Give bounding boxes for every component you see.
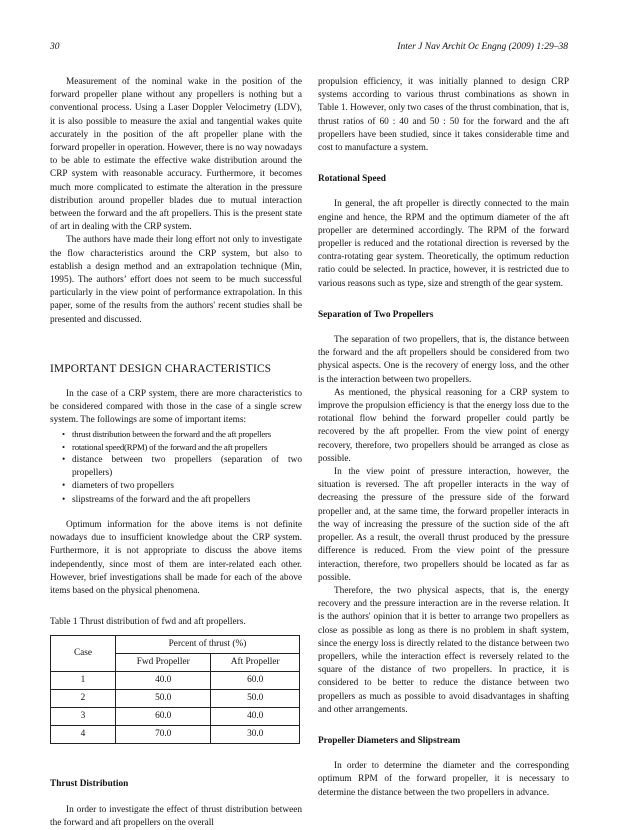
table-header-fwd: Fwd Propeller: [116, 654, 211, 672]
table-cell-fwd: 60.0: [116, 708, 211, 726]
table-cell-fwd: 70.0: [116, 726, 211, 744]
subheading-separation: Separation of Two Propellers: [318, 309, 434, 320]
rotational-paragraph: In general, the aft propeller is directly connected to the main engine and hence, the RPM and the optimum diameter of the aft propeller are determined accordingly. The RPM of the forward propeller is reduced and the rotational direction is reversed by the contra-rotating gear system. Theoretically, the optimum reduction ratio could be selected. In practice, however, it is restricted due to various reasons such as type, size and strength of the gear system.: [318, 199, 569, 289]
thrust-paragraph: In order to investigate the effect of thrust distribution between the forward and aft propellers on the overall: [50, 804, 302, 828]
table-cell-aft: 60.0: [211, 672, 300, 690]
subheading-rotational-speed: Rotational Speed: [318, 174, 386, 185]
table-row: [51, 726, 300, 744]
separation-paragraph-2: As mentioned, the physical reasoning for a CRP system to improve the propulsion efficiency is that the energy loss due to the rotational flow behind the forward propeller could partly be recovered by the aft propeller. From the view point of energy recovery, therefore, two propellers should be arranged as close as possible.: [318, 387, 569, 464]
table-cell-aft: 40.0: [211, 708, 300, 726]
table-cell-case: 1: [51, 672, 116, 690]
table-caption: Table 1 Thrust distribution of fwd and aft propellers.: [50, 617, 246, 628]
design-items-list: [50, 428, 302, 507]
table-cell-fwd: 40.0: [116, 672, 211, 690]
intro-paragraph-1: Measurement of the nominal wake in the position of the forward propeller plane without any propellers is nothing but a conventional process. Using a Laser Doppler Velocimetry (LDV), it is also possible to measure the axial and tangential wakes quite accurately in the position of the aft propeller plane with the forward propeller in operation. However, there is no way nowadays to be able to estimate the effective wake distribution around the CRP system with reasonable accuracy. Furthermore, it becomes much more complicated to estimate the alteration in the pressure distribution around propeller blades due to mutual interaction between the forward and the aft propellers. This is the present state of art in dealing with the CRP system.: [50, 77, 302, 233]
table-header-case: Case: [51, 636, 116, 672]
table-cell-aft: 30.0: [211, 726, 300, 744]
right-column: [318, 76, 569, 800]
table-header-row: [51, 636, 300, 654]
list-item: • slipstreams of the forward and the aft propellers: [62, 494, 302, 507]
table-cell-case: 2: [51, 690, 116, 708]
section-heading-design: IMPORTANT DESIGN CHARACTERISTICS: [50, 362, 272, 375]
subheading-diameters: Propeller Diameters and Slipstream: [318, 735, 461, 746]
table-cell-aft: 50.0: [211, 690, 300, 708]
left-column: [50, 76, 302, 830]
table-header-group: Percent of thrust (%): [116, 636, 300, 654]
separation-paragraph-1: The separation of two propellers, that is, the distance between the forward and the aft propellers should be considered from two physical aspects. One is the recovery of energy loss, and the other is the interaction between two propellers.: [318, 335, 569, 385]
table-cell-case: 4: [51, 726, 116, 744]
table-row: [51, 672, 300, 690]
table-row: [51, 708, 300, 726]
subheading-thrust-distribution: Thrust Distribution: [50, 779, 129, 790]
list-item: • distance between two propellers (separation of two propellers): [62, 454, 302, 480]
separation-paragraph-4: Therefore, the two physical aspects, that is, the energy recovery and the pressure interaction are in the reverse relation. It is the authors' opinion that it is better to arrange two propellers as close as possible as long as there is no problem in shaft system, since the energy loss is directly related to the distance between two propellers, while the interaction effect is reversely related to the square of the distance of two propellers. In practice, it is considered to be better to reduce the distance between two propellers as much as possible to avoid disadvantages in shafting and other arrangements.: [318, 585, 569, 715]
list-item: • diameters of two propellers: [62, 480, 302, 493]
separation-paragraph-3: In the view point of pressure interaction, however, the situation is reversed. The aft propeller interacts in the way of decreasing the pressure of the pressure side of the forward propeller and, at the same time, the forward propeller interacts in the way of increasing the pressure of the suction side of the aft propeller. As a result, the overall thrust produced by the pressure difference is reduced. From the view point of the pressure interaction, therefore, two propellers should be located as far as possible.: [318, 467, 569, 583]
list-item: • thrust distribution between the forward and the aft propellers: [62, 428, 302, 441]
page-number: 30: [50, 42, 60, 52]
table-row: [51, 690, 300, 708]
design-paragraph-2: Optimum information for the above items is not definite nowadays due to insufficient knowledge about the CRP system. Furthermore, it is not appropriate to discuss the above items independently, since most of them are inter-related each other. However, brief investigations shall be made for each of the above items based on the physical phenomena.: [50, 519, 302, 596]
table-header-aft: Aft Propeller: [211, 654, 300, 672]
journal-header: Inter J Nav Archit Oc Engng (2009) 1:29–38: [397, 42, 568, 52]
table-cell-case: 3: [51, 708, 116, 726]
diameters-paragraph: In order to determine the diameter and the corresponding optimum RPM of the forward propeller, it is necessary to determine the distance between the two propellers in advance.: [318, 761, 569, 798]
continued-paragraph: propulsion efficiency, it was initially planned to design CRP systems according to various thrust combinations as shown in Table 1. However, only two cases of the thrust combination, that is, thrust ratios of 60 : 40 and 50 : 50 for the forward and the aft propellers have been studied, since it takes considerable time and cost to manufacture a system.: [318, 77, 569, 154]
design-paragraph-1: In the case of a CRP system, there are more characteristics to be considered compared with those in the case of a single screw system. The followings are some of important items:: [50, 389, 302, 426]
list-item: • rotational speed(RPM) of the forward and the aft propellers: [62, 441, 302, 454]
table-cell-fwd: 50.0: [116, 690, 211, 708]
intro-paragraph-2: The authors have made their long effort not only to investigate the flow characteristics around the CRP system, but also to establish a design method and an extrapolation technique (Min, 1995). The authors’ effort does not seem to be much successful particularly in the view point of performance extrapolation. In this paper, some of the results from the authors' recent studies shall be presented and discussed.: [50, 235, 302, 325]
thrust-distribution-table: [50, 635, 300, 744]
